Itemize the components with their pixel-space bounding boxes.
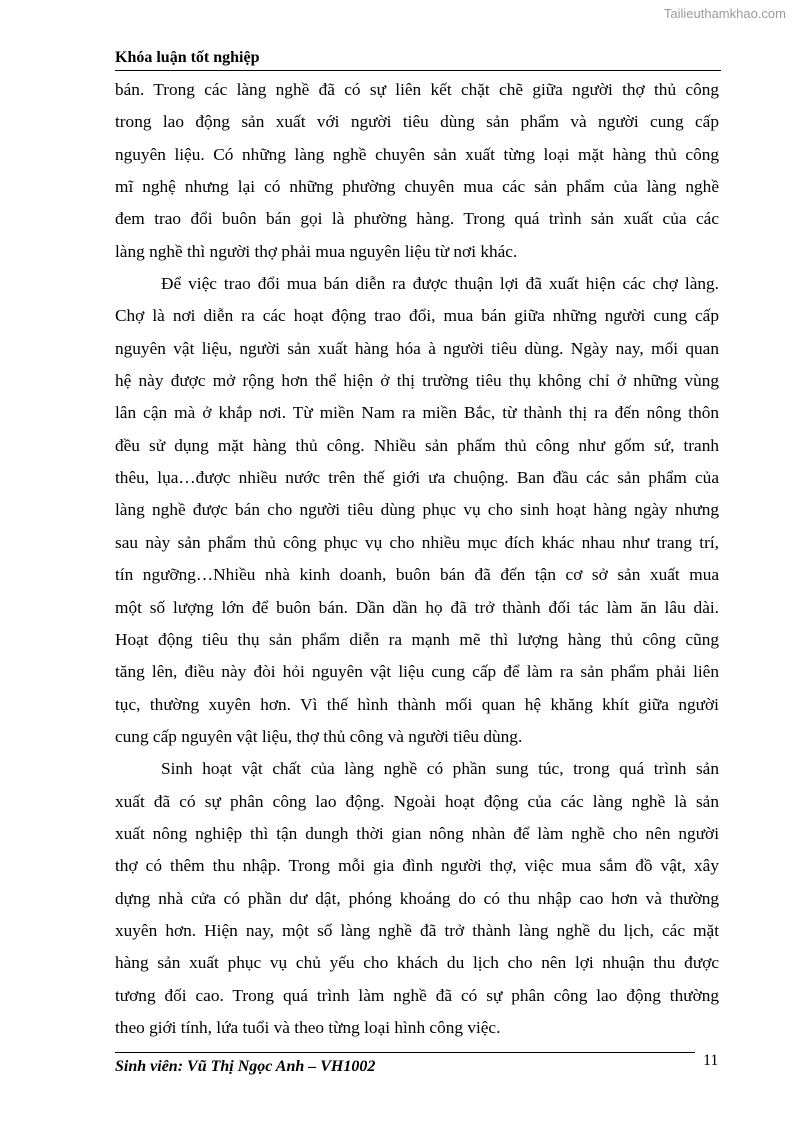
text-line: nguyên vật liệu, người sản xuất hàng hóa à người tiêu dùng. Ngày nay, mối quan (115, 338, 719, 358)
text-line: làng nghề thì người thợ phải mua nguyên liệu từ nơi khác. (115, 241, 518, 261)
text-line: Chợ là nơi diễn ra các hoạt động trao đổi, mua bán giữa những người cung cấp (115, 306, 719, 326)
text-line: đem trao đổi buôn bán gọi là phường hàng. Trong quá trình sản xuất của các (115, 209, 719, 229)
text-line: thêu, lụa…được nhiều nước trên thế giới ưa chuộng. Ban đầu các sản phẩm của (115, 468, 719, 488)
text-line: Hoạt động tiêu thụ sản phẩm diễn ra mạnh mẽ thì lượng hàng thủ công cũng (115, 629, 719, 649)
text-line: tín ngưỡng…Nhiều nhà kinh doanh, buôn bán đã đến tận cơ sở sản xuất mua (115, 565, 719, 585)
text-line: xuyên hơn. Hiện nay, một số làng nghề đã trở thành làng nghề du lịch, các mặt (115, 920, 719, 940)
text-line: hàng sản xuất phục vụ chủ yếu cho khách du lịch cho nên lợi nhuận thu được (115, 953, 719, 973)
page-number: 11 (703, 1052, 719, 1069)
text-line: dựng nhà cửa có phần dư dật, phóng khoáng do có thu nhập cao hơn và thường (115, 888, 719, 908)
text-line: đều sử dụng mặt hàng thủ công. Nhiều sản phẩm thủ công như gốm sứ, tranh (115, 435, 719, 455)
text-line: sau này sản phẩm thủ công phục vụ cho nhiều mục đích khác nhau như trang trí, (115, 532, 719, 552)
text-line: hệ này được mở rộng hơn thể hiện ở thị trường tiêu thụ không chỉ ở những vùng (115, 371, 719, 391)
text-line: tăng lên, điều này đòi hỏi nguyên vật liệu cung cấp để làm ra sản phẩm phải liên (115, 662, 719, 682)
watermark: Tailieuthamkhao.com (663, 6, 786, 21)
header-divider (115, 70, 721, 71)
text-line: một số lượng lớn để buôn bán. Dần dần họ đã trở thành đối tác làm ăn lâu dài. (115, 597, 719, 617)
text-line: bán. Trong các làng nghề đã có sự liên kết chặt chẽ giữa người thợ thủ công (115, 80, 719, 99)
page-header-title: Khóa luận tốt nghiệp (115, 49, 260, 66)
text-line: xuất đã có sự phân công lao động. Ngoài hoạt động của các làng nghề là sản (115, 791, 719, 811)
text-line: Sinh hoạt vật chất của làng nghề có phần sung túc, trong quá trình sản (161, 759, 719, 779)
text-line: tục, thường xuyên hơn. Vì thế hình thành mối quan hệ khăng khít giữa người (115, 694, 719, 714)
text-line: theo giới tính, lứa tuổi và theo từng loại hình công việc. (115, 1017, 501, 1037)
text-line: tương đối cao. Trong quá trình làm nghề đã có sự phân công lao động thường (115, 985, 719, 1005)
text-line: Để việc trao đổi mua bán diễn ra được thuận lợi đã xuất hiện các chợ làng. (161, 274, 719, 294)
document-body (115, 74, 719, 1044)
text-line: thợ có thêm thu nhập. Trong mỗi gia đình người thợ, việc mua sắm đồ vật, xây (115, 856, 719, 876)
text-line: lân cận mà ở khắp nơi. Từ miền Nam ra miền Bắc, từ thành thị ra đến nông thôn (115, 403, 719, 423)
text-line: cung cấp nguyên vật liệu, thợ thủ công và người tiêu dùng. (115, 726, 523, 746)
text-line: trong lao động sản xuất với người tiêu dùng sản phẩm và người cung cấp (115, 112, 719, 132)
text-line: xuất nông nghiệp thì tận dungh thời gian nông nhàn để làm nghề cho nên người (115, 823, 719, 843)
text-line: làng nghề được bán cho người tiêu dùng phục vụ cho sinh hoạt hàng ngày nhưng (115, 500, 719, 520)
text-line: mĩ nghệ nhưng lại có những phường chuyên mua các sản phẩm của làng nghề (115, 177, 719, 197)
footer-divider (115, 1052, 695, 1053)
footer-student-name: Sinh viên: Vũ Thị Ngọc Anh – VH1002 (115, 1058, 376, 1075)
text-line: nguyên liệu. Có những làng nghề chuyên sản xuất từng loại mặt hàng thủ công (115, 144, 719, 164)
